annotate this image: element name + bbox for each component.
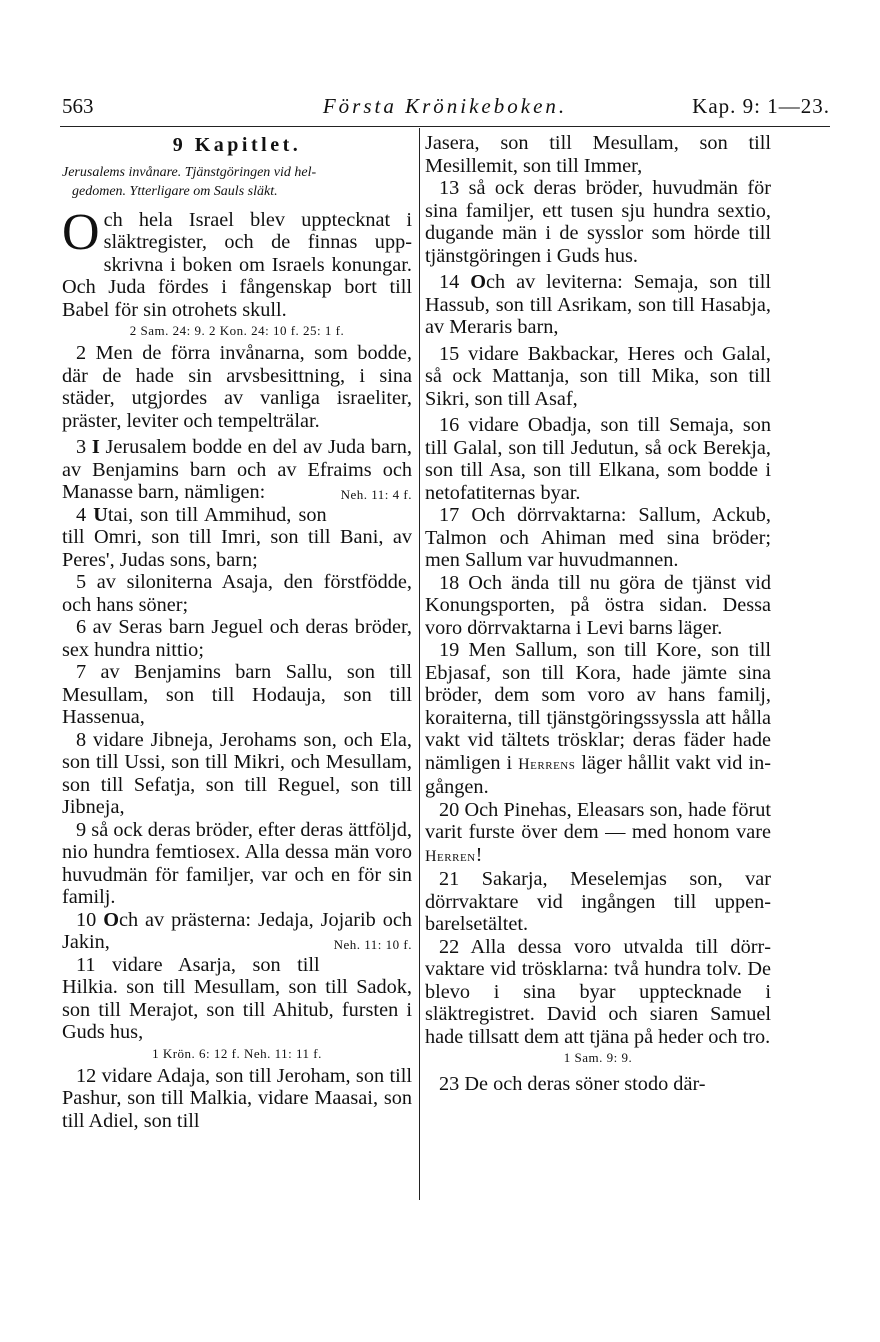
verse-19: 19 Men Sallum, son till Kore, son till Ebjasaf, son till Kora, hade jämte sina bröder, dem som voro av hans familj, koraiterna, till tjänstgöringssyssla att hålla vakt vid tältets trösklar; deras fäder hade nämligen i Herrens läger hållit vakt vid ingången. <box>425 639 771 798</box>
page-number: 563 <box>62 94 94 118</box>
small-caps-lord: Herrens <box>518 755 576 773</box>
verse-6: 6 av Seras barn Jeguel och deras bröder, sex hundra nittio; <box>62 616 412 661</box>
verse-22: 22 Alla dessa voro utvalda till dörrvaktare vid trösklarna: två hundra tolv. De blevo i sina byar upptecknade i släktregistret. David och siaren Samuel hade tillsatt dem att tjäna på heder och tro. <box>425 935 771 1048</box>
cross-reference: Neh. 11: 4 f. <box>340 487 412 502</box>
verse-21: 21 Sakarja, Meselemjas son, var dörrvaktare vid ingången till uppenbarelsetältet. <box>425 868 771 935</box>
verse-3: 3 I Jerusalem bodde en del av Juda barn, av Benjamins barn och av Efraims och Manasse barn, nämligen: Neh. 11: 4 f. <box>62 436 412 504</box>
column-divider <box>419 128 420 1200</box>
verse-16: 16 vidare Obadja, son till Semaja, son till Galal, son till Jedutun, så ock Berekja, son till Asa, son till Elkana, som bodde i netofatiternas byar. <box>425 414 771 504</box>
verse-14: 14 Och av leviterna: Semaja, son till Hassub, son till Asrikam, son till Hasabja, av Meraris barn, <box>425 271 771 338</box>
verse-10: 10 Och av prästerna: Jedaja, Jojarib och Jakin, Neh. 11: 10 f. <box>62 909 412 954</box>
cross-reference: 1 Sam. 9: 9. <box>563 1050 633 1065</box>
verse-9: 9 så ock deras bröder, efter deras ättföljd, nio hundra femtiosex. Alla dessa män voro huvudmän för familjer, var och en för sin familj. <box>62 818 412 908</box>
chapter-summary <box>62 163 412 201</box>
chapter-range: Kap. 9: 1—23. <box>692 94 830 118</box>
verse-7: 7 av Benjamins barn Sallu, son till Mesullam, son till Hodauja, son till Hassenua, <box>62 661 412 728</box>
drop-cap: O <box>62 203 100 261</box>
running-header <box>60 94 830 124</box>
small-caps-lord: Herren <box>425 847 476 865</box>
verse-18: 18 Och ända till nu göra de tjänst vid Konungsporten, på östra sidan. Dessa voro dörrvaktarna i Levi barns läger. <box>425 571 771 639</box>
verse-23: 23 De och deras söner stodo där- <box>439 1073 706 1095</box>
verse-11: 11 vidare Asarja, son till Hilkia. son till Mesullam, son till Sadok, son till Merajot, son till Ahitub, fursten i Guds hus, <box>62 953 412 1043</box>
verse-2: 2 Men de förra invånarna, som bodde, där de hade sin arvsbesittning, i sina städer, utgjordes av vanliga israeliter, präster, leviter och tempelträlar. <box>62 342 412 432</box>
verse-13: 13 så ock deras bröder, huvudmän för sina familjer, ett tusen sju hundra sextio, dugande män i de sysslor som hörde till tjänstgöringen i Guds hus. <box>425 177 771 267</box>
header-rule <box>60 126 830 127</box>
verse-5: 5 av siloniterna Asaja, den förstfödde, och hans söner; <box>62 571 412 616</box>
verse-15: 15 vidare Bakbackar, Heres och Galal, så ock Mattanja, son till Mika, son till Sikri, son till Asaf, <box>425 342 771 410</box>
verse-4: 4 Utai, son till Ammihud, son till Omri, son till Imri, son till Bani, av Peres', Judas sons, barn; <box>62 503 412 571</box>
verse-8: 8 vidare Jibneja, Jerohams son, och Ela, son till Ussi, son till Mikri, och Mesullam, son till Sefatja, son till Reguel, son till Jibneja, <box>62 728 412 818</box>
verse-17: 17 Och dörrvaktarna: Sallum, Ackub, Talmon och Ahiman med sina bröder; men Sallum var huvudmannen. <box>425 504 771 571</box>
cross-reference: 1 Krön. 6: 12 f. Neh. 11: 11 f. <box>152 1045 322 1061</box>
verse-20: 20 Och Pinehas, Eleasars son, hade förut varit furste över dem — med honom vare Herren! <box>425 798 771 866</box>
right-column <box>425 132 771 1096</box>
chapter-title: 9 Kapitlet. <box>172 134 302 156</box>
verse-12-continued: Jasera, son till Mesullam, son till Mesillemit, son till Immer, <box>425 132 771 177</box>
cross-reference: 2 Sam. 24: 9. 2 Kon. 24: 10 f. 25: 1 f. <box>129 323 345 338</box>
book-title: Första Krönikeboken. <box>322 94 568 118</box>
summary-line: Jerusalems invånare. Tjänstgöringen vid hel- <box>62 164 317 180</box>
summary-line: gedomen. Ytterligare om Sauls släkt. <box>72 183 278 199</box>
verse-12: 12 vidare Adaja, son till Jeroham, son till Pashur, son till Malkia, vidare Maasai, son till Adiel, son till <box>62 1064 412 1132</box>
cross-reference: Neh. 11: 10 f. <box>333 937 412 952</box>
verse-1: Och hela Israel blev upptecknat i släktregister, och de finnas uppskrivna i boken om Israels konungar. Och Juda fördes i fångenskap bort till Babel för sin otrohets skull. <box>62 203 412 321</box>
left-column <box>62 132 412 1132</box>
